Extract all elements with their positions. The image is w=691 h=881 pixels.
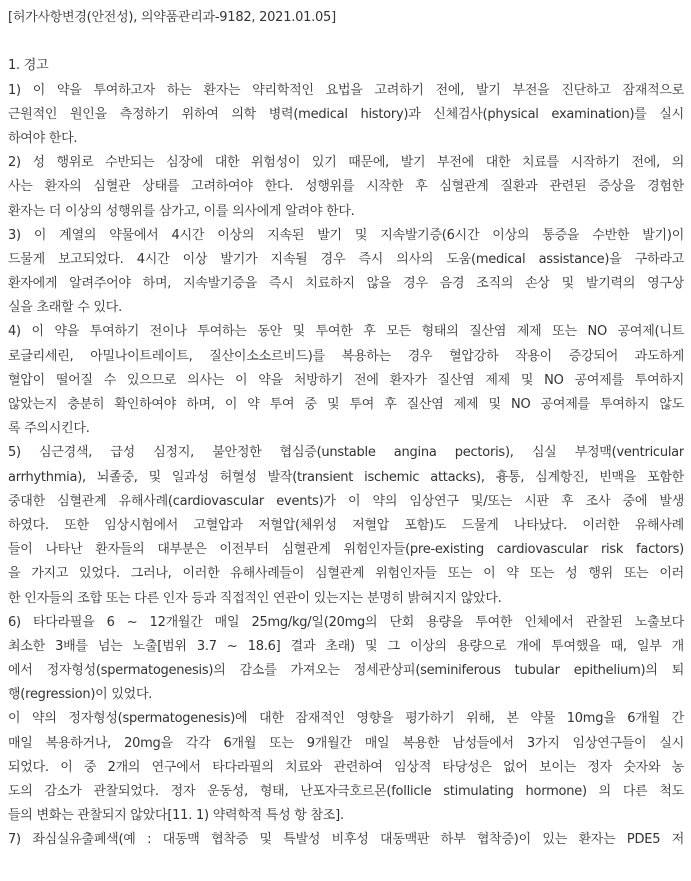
text-line: 하여야 한다. <box>8 130 78 146</box>
text-line: 도의 감소가 관찰되었다. 정자 운동성, 형태, 난포자극호르몬(follicle stimulating hormone) 의 다른 척도 <box>8 784 684 799</box>
text-line: 매일 복용하거나, 20mg을 각각 6개월 또는 9개월간 매일 복용한 남성들에서 3가지 임상연구들이 실시 <box>8 735 684 751</box>
document-header: [허가사항변경(안전성), 의약품관리과-9182, 2021.01.05] <box>8 10 336 25</box>
text-line: 4) 이 약을 투여하기 전이나 투여하는 동안 및 투여한 후 모든 형태의 질산염 제제 또는 NO 공여제(니트 <box>8 324 684 340</box>
blank-line <box>8 30 684 54</box>
section-title-warning: 1. 경고 <box>8 58 49 74</box>
document-body <box>8 6 684 853</box>
text-line: 실을 초래할 수 있다. <box>8 300 122 316</box>
text-line: 을 가지고 있었다. 그러나, 이러한 유해사례들이 심혈관계 위험인자들 또는 이 약 또는 성 행위 또는 이러 <box>8 566 684 582</box>
text-line: 록 주의시킨다. <box>8 421 90 437</box>
text-line: 들이 나타난 환자들의 대부분은 이전부터 심혈관계 위험인자들(pre-existing cardiovascular risk factors) <box>8 542 684 558</box>
text-line: 근원적인 원인을 측정하기 위하여 의학 병력(medical history)과 신체검사(physical examination)를 실시 <box>8 106 684 122</box>
text-line: 혈압이 떨어질 수 있으므로 의사는 이 약을 처방하기 전에 환자가 질산염 제제 및 NO 공여제를 투여하지 <box>8 372 684 388</box>
text-line: 2) 성 행위로 수반되는 심장에 대한 위험성이 있기 때문에, 발기 부전에 대한 치료를 시작하기 전에, 의 <box>8 155 684 171</box>
text-line: 중대한 심혈관계 유해사례(cardiovascular events)가 이 약의 임상연구 및/또는 시판 후 조사 중에 발생 <box>8 493 684 509</box>
text-line: 들의 변화는 관찰되지 않았다[11. 1) 약력학적 특성 항 참조]. <box>8 808 344 824</box>
text-line: arrhythmia), 뇌졸중, 및 일과성 허혈성 발작(transient ischemic attacks), 흉통, 심계항진, 빈맥을 포함한 <box>8 469 684 485</box>
text-line: 한 인자들의 조합 또는 다른 인자 등과 직접적인 연관이 있는지는 분명히 밝혀지지 않았다. <box>8 590 502 606</box>
text-line: 6) 타다라필을 6 ~ 12개월간 매일 25mg/kg/일(20mg의 단회 용량을 투여한 인체에서 관찰된 노출보다 <box>8 614 684 630</box>
text-line: 드물게 보고되었다. 4시간 이상 발기가 지속될 경우 즉시 의사의 도움(medical assistance)을 구하라고 <box>8 251 684 267</box>
text-line: 환자에게 알려주어야 하며, 지속발기증을 즉시 치료하지 않을 경우 음경 조직의 손상 및 발기력의 영구상 <box>8 276 684 292</box>
warning-paragraphs <box>8 79 684 853</box>
text-line: 사는 환자의 심혈관 상태를 고려하여야 한다. 성행위를 시작한 후 심혈관계 질환과 관련된 증상을 경험한 <box>8 179 684 195</box>
text-line: 행(regression)이 있었다. <box>8 687 153 703</box>
text-line: 1) 이 약을 투여하고자 하는 환자는 약리학적인 요법을 고려하기 전에, 발기 부전을 진단하고 잠재적으로 <box>8 82 684 98</box>
text-line: 7) 좌심실유출폐색(예 : 대동맥 협착증 및 특발성 비후성 대동맥판 하부 협착증)이 있는 환자는 PDE5 저 <box>8 832 684 848</box>
text-line: 되었다. 이 중 2개의 연구에서 타다라필의 치료와 관련하여 임상적 타당성은 없어 보이는 정자 숫자와 농 <box>8 759 684 775</box>
text-line: 환자는 더 이상의 성행위를 삼가고, 이를 의사에게 알려야 한다. <box>8 203 355 219</box>
text-line: 로글리세린, 아밀나이트레이트, 질산이소소르비드)를 복용하는 경우 혈압강하 작용이 증강되어 과도하게 <box>8 348 684 364</box>
text-line: 하였다. 또한 임상시험에서 고혈압과 저혈압(체위성 저혈압 포함)도 드물게 나타났다. 이러한 유해사례 <box>8 517 684 533</box>
text-line: 않았는지 충분히 확인하여야 하며, 이 약 투여 중 및 투여 후 질산염 제제 및 NO 공여제를 투여하지 않도 <box>8 397 684 412</box>
text-line: 5) 심근경색, 급성 심정지, 불안정한 협심증(unstable angina pectoris), 심실 부정맥(ventricular <box>8 445 684 461</box>
text-line: 에서 정자형성(spermatogenesis)의 감소를 가져오는 정세관상피(seminiferous tubular epithelium)의 퇴 <box>8 663 684 679</box>
text-line: 3) 이 계열의 약물에서 4시간 이상의 지속된 발기 및 지속발기증(6시간 이상의 통증을 수반한 발기)이 <box>8 227 684 243</box>
text-line: 이 약의 정자형성(spermatogenesis)에 대한 잠재적인 영향을 평가하기 위해, 본 약물 10mg을 6개월 간 <box>8 711 684 727</box>
text-line: 최소한 3배를 넘는 노출[범위 3.7 ~ 18.6] 결과 초래) 및 그 이상의 용량으로 개에 투여했을 때, 일부 개 <box>8 638 684 654</box>
